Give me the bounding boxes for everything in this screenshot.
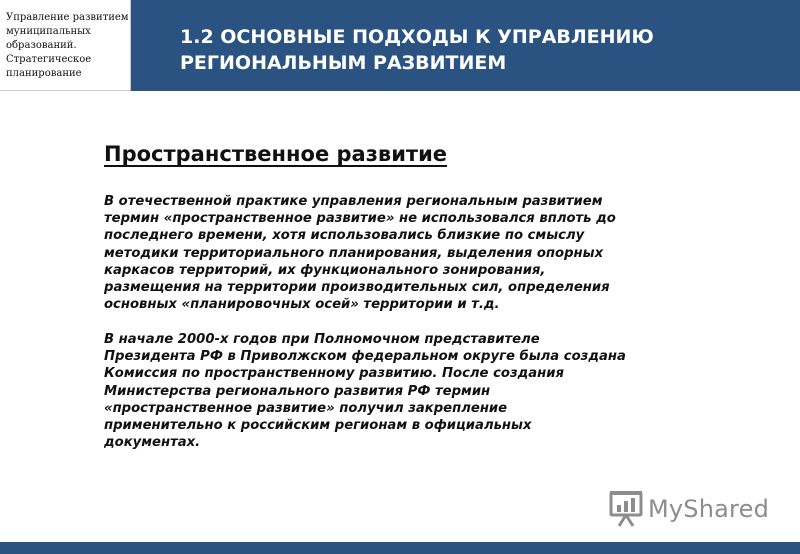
slide-title: 1.2 ОСНОВНЫЕ ПОДХОДЫ К УПРАВЛЕНИЮ РЕГИОНАЛЬНЫМ РАЗВИТИЕМ xyxy=(180,26,654,74)
myshared-logo[interactable] xyxy=(609,488,769,530)
slide-header xyxy=(131,0,800,91)
course-label-box xyxy=(0,0,131,91)
logo-text: MyShared xyxy=(648,495,770,523)
course-label: Управление развитием муниципальных образований. Стратегическое планирование xyxy=(6,12,129,79)
section-title: Пространственное развитие xyxy=(104,142,448,166)
presentation-board-icon xyxy=(609,490,643,528)
paragraph-1: В отечественной практике управления региональным развитием термин «пространственное развитие» не использовался вплоть до последнего времени, хотя использовались близкие по смыслу методики территориального планирования, выделения опорных каркасов территорий, их функционального зонирования, размещения на территории производительных сил, определения основных «планировочных осей» территории и т.д. xyxy=(104,194,616,313)
footer-bar xyxy=(0,542,800,554)
paragraph-2: В начале 2000-х годов при Полномочном представителе Президента РФ в Приволжском федеральном округе была создана Комиссия по пространственному развитию. После создания Министерства регионального развития РФ термин «пространственное развитие» получил закрепление применительно к российским регионам в официальных документах. xyxy=(104,332,626,451)
